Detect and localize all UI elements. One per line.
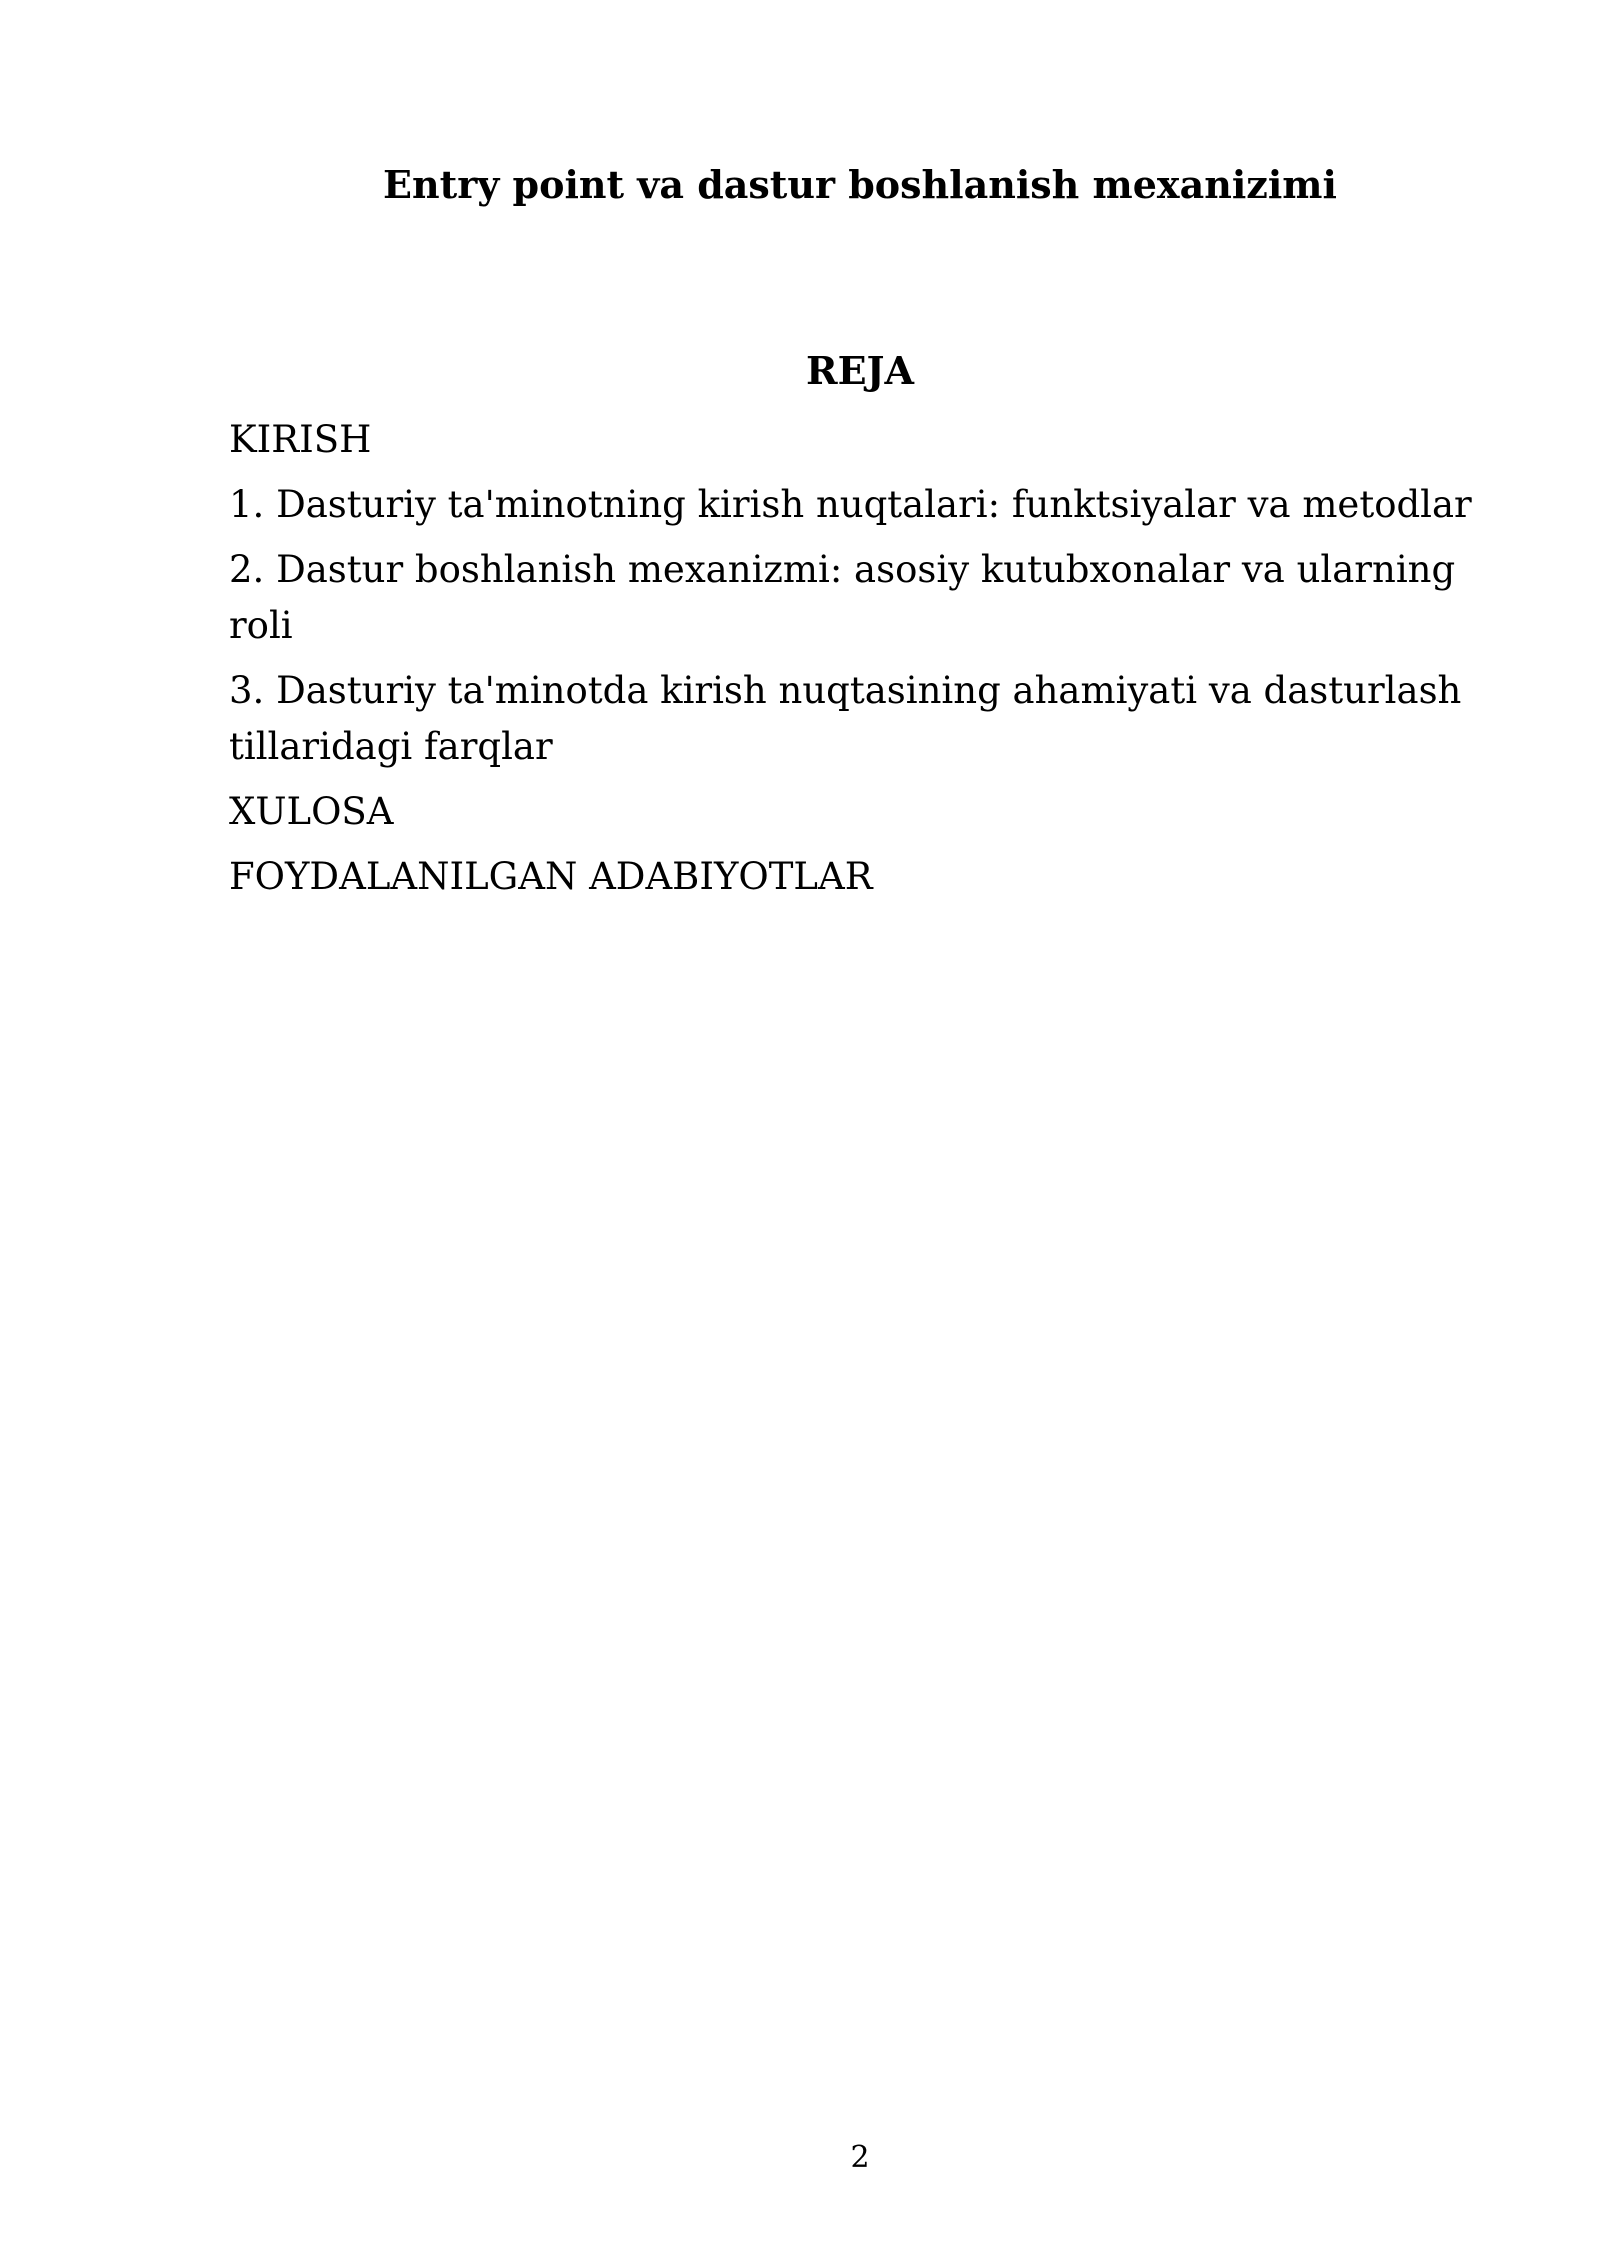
plan-item-3: 3. Dasturiy ta'minotda kirish nuqtasining ahamiyati va dasturlash tillaridagi farqlar — [229, 669, 1462, 768]
plan-item-references: FOYDALANILGAN ADABIYOTLAR — [229, 855, 873, 898]
plan-list — [229, 412, 1529, 914]
plan-item-2: 2. Dastur boshlanish mexanizmi: asosiy kutubxonalar va ularning roli — [229, 548, 1456, 647]
plan-item-conclusion: XULOSA — [229, 790, 394, 833]
plan-heading: REJA — [805, 348, 914, 393]
page-number: 2 — [850, 2140, 870, 2175]
plan-item-1: 1. Dasturiy ta'minotning kirish nuqtalari: funktsiyalar va metodlar — [229, 483, 1472, 526]
plan-item-introduction: KIRISH — [229, 418, 372, 461]
document-title: Entry point va dastur boshlanish mexanizimi — [383, 162, 1337, 207]
